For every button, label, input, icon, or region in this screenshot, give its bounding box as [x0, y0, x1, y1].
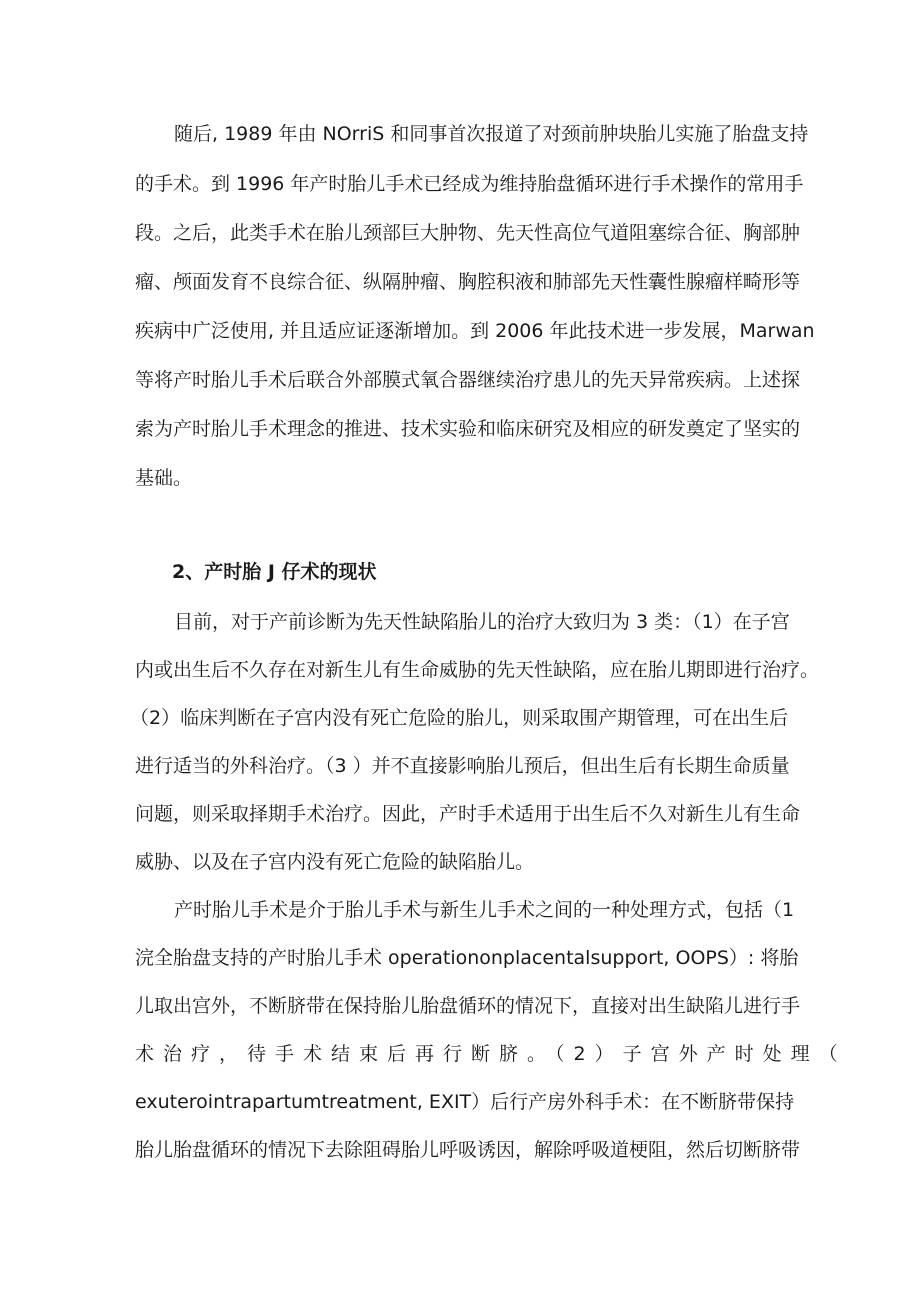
text-line: 浣全胎盘支持的产时胎儿手术 operationonplacentalsupport, OOPS）: 将胎: [135, 947, 799, 969]
text-line: 索为产时胎儿手术理念的推进、技术实验和临床研究及相应的研发奠定了坚实的: [135, 418, 801, 440]
text-line: 进行适当的外科治疗。（3 ）并不直接影响胎儿预后，但出生后有长期生命质量: [135, 755, 790, 777]
text-line: （2）临床判断在子宫内没有死亡危险的胎儿，则采取围产期管理，可在出生后: [130, 707, 789, 729]
text-line: 瘤、颅面发育不良综合征、纵隔肿瘤、胸腔积液和肺部先天性囊性腺瘤样畸形等: [135, 271, 801, 293]
text-line: 内或出生后不久存在对新生儿有生命威胁的先天性缺陷，应在胎儿期即进行治疗。: [135, 659, 820, 681]
text-line: exuterointrapartumtreatment, EXIT）后行产房外科手术：在不断脐带保持: [135, 1091, 795, 1113]
text-line: 基础。: [135, 467, 193, 489]
text-line: 胎儿胎盘循环的情况下去除阻碍胎儿呼吸诱因，解除呼吸道梗阻，然后切断脐带: [135, 1139, 801, 1161]
text-line: 随后, 1989 年由 NOrriS 和同事首次报道了对颈前肿块胎儿实施了胎盘支持: [174, 123, 809, 145]
text-line: 儿取出宫外，不断脐带在保持胎儿胎盘循环的情况下，直接对出生缺陷儿进行手: [135, 995, 801, 1017]
text-line: 术治疗，待手术结束后再行断脐。（2）子宫外产时处理（: [135, 1043, 847, 1065]
text-line: 等将产时胎儿手术后联合外部膜式氧合器继续治疗患儿的先天异常疾病。上述探: [135, 369, 801, 391]
text-line: 目前，对于产前诊断为先天性缺陷胎儿的治疗大致归为 3 类：（1）在子宫: [174, 611, 790, 633]
text-line: 的手术。到 1996 年产时胎儿手术已经成为维持胎盘循环进行手术操作的常用手: [135, 173, 804, 195]
text-line: 产时胎儿手术是介于胎儿手术与新生儿手术之间的一种处理方式，包括（1: [174, 899, 795, 921]
text-line: 威胁、以及在子宫内没有死亡危险的缺陷胎儿。: [135, 851, 535, 873]
text-line: 问题，则采取择期手术治疗。因此，产时手术适用于出生后不久对新生儿有生命: [135, 803, 801, 825]
text-line: 段。之后，此类手术在胎儿颈部巨大肿物、先天性高位气道阻塞综合征、胸部肿: [135, 222, 801, 244]
section-heading: 2、产时胎 J 仔术的现状: [172, 561, 377, 583]
text-line: 疾病中广泛使用, 并且适应证逐渐增加。到 2006 年此技术进一步发展，Marwan: [135, 320, 815, 342]
